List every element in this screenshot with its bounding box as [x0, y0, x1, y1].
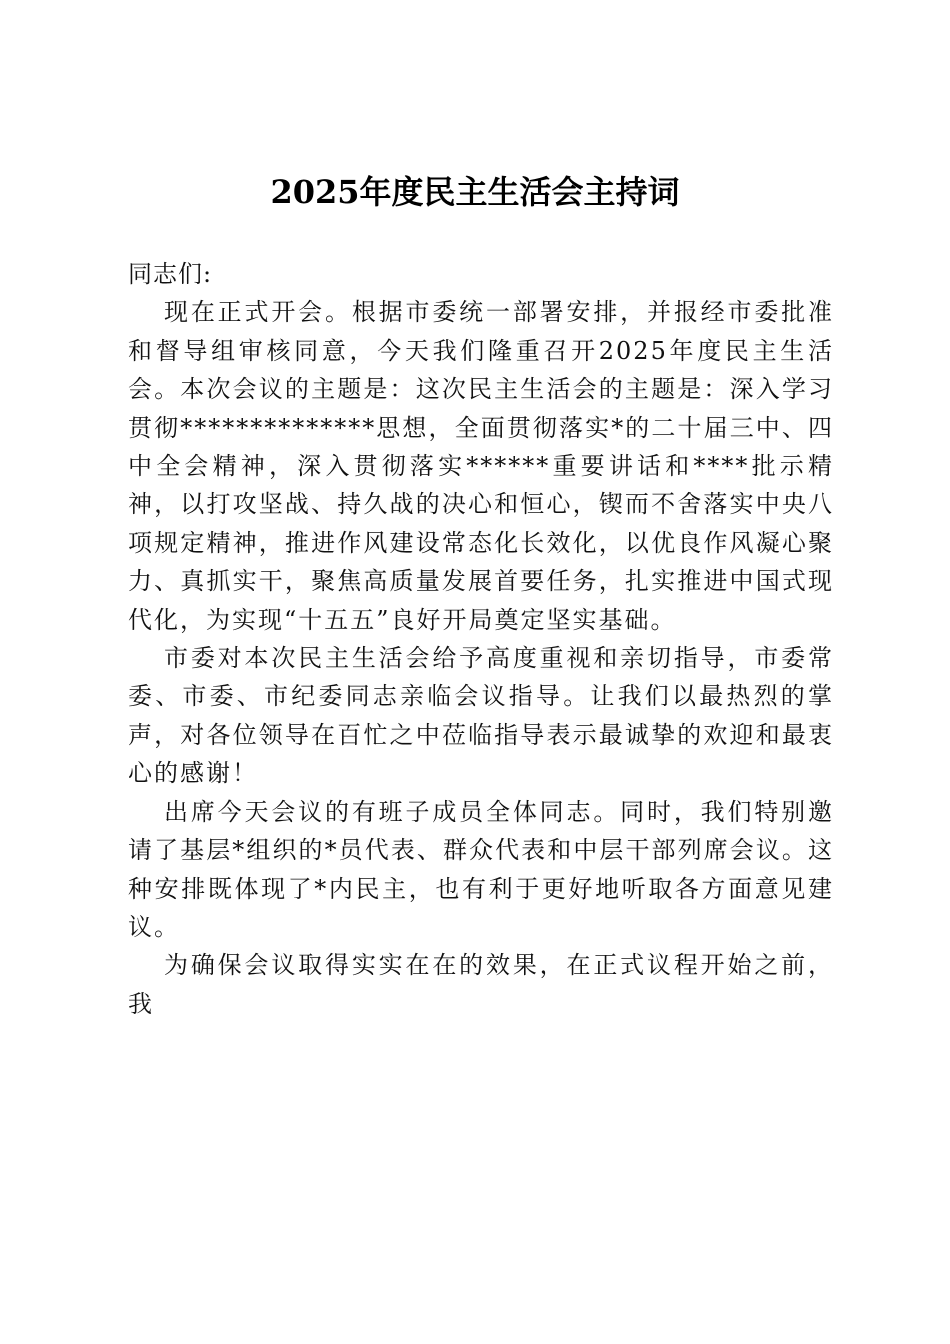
paragraph-welcome: 市委对本次民主生活会给予高度重视和亲切指导，市委常委、市委、市纪委同志亲临会议指导。让我们以最热烈的掌声，对各位领导在百忙之中莅临指导表示最诚挚的欢迎和最衷心的感谢！	[128, 644, 834, 788]
salutation: 同志们:	[128, 260, 213, 288]
document-title: 2025年度民主生活会主持词	[270, 173, 680, 211]
paragraph-procedure: 为确保会议取得实实在在的效果，在正式议程开始之前，我	[128, 951, 834, 1018]
paragraph-attendees: 出席今天会议的有班子成员全体同志。同时，我们特别邀请了基层*组织的*员代表、群众代表和中层干部列席会议。这种安排既体现了*内民主，也有利于更好地听取各方面意见建议。	[128, 797, 834, 941]
paragraph-opening: 现在正式开会。根据市委统一部署安排，并报经市委批准和督导组审核同意，今天我们隆重召开2025年度民主生活会。本次会议的主题是：这次民主生活会的主题是：深入学习贯彻**************思想，全面贯彻落实*的二十届三中、四中全会精神，深入贯彻落实******重要讲话和****批示精神，以打攻坚战、持久战的决心和恒心，锲而不舍落实中央八项规定精神，推进作风建设常态化长效化，以优良作风凝心聚力、真抓实干，聚焦高质量发展首要任务，扎实推进中国式现代化，为实现“十五五”良好开局奠定坚实基础。	[128, 298, 834, 634]
document-body	[128, 255, 834, 1023]
